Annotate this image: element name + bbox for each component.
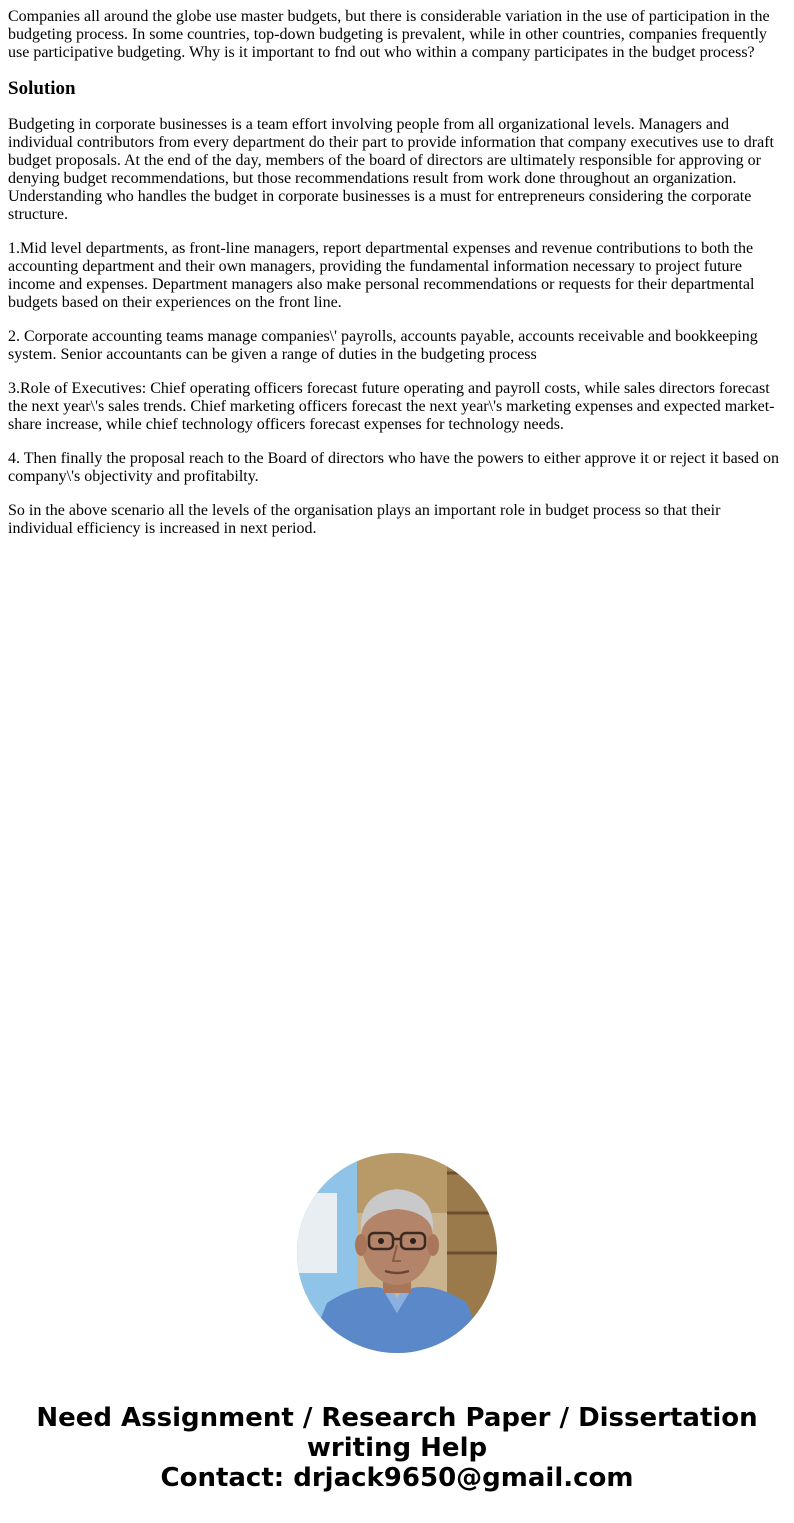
cta-line-1: Need Assignment / Research Paper / Dissertation [36, 1403, 758, 1433]
document-body [0, 0, 794, 538]
solution-paragraph-mid-level: 1.Mid level departments, as front-line managers, report departmental expenses and revenue contributions to both the accounting department and their own managers, providing the fundamental information necessary to project future income and expenses. Department managers also make personal recommendations or requests for their departmental budgets based on their experiences on the front line. [8, 240, 755, 311]
solution-paragraph-accounting: 2. Corporate accounting teams manage companies\' payrolls, accounts payable, accounts receivable and bookkeeping system. Senior accountants can be given a range of duties in the budgeting process [8, 328, 758, 363]
question-text: Companies all around the globe use master budgets, but there is considerable variation in the use of participation in the budgeting process. In some countries, top-down budgeting is prevalent, while in other countries, companies frequently use participative budgeting. Why is it important to fnd out who within a company participates in the budget process? [8, 8, 770, 61]
solution-paragraph-conclusion: So in the above scenario all the levels of the organisation plays an important role in budget process so that their individual efficiency is increased in next period. [8, 502, 721, 537]
solution-heading: Solution [8, 78, 76, 99]
cta-line-2: writing Help [306, 1433, 488, 1463]
avatar-portrait-image [297, 1153, 497, 1353]
cta-contact-email: Contact: drjack9650@gmail.com [160, 1463, 634, 1493]
contact-banner [0, 1403, 794, 1493]
solution-paragraph-intro: Budgeting in corporate businesses is a team effort involving people from all organizational levels. Managers and individual contributors from every department do their part to provide information that company executives use to draft budget proposals. At the end of the day, members of the board of directors are ultimately responsible for approving or denying budget recommendations, but those recommendations result from work done throughout an organization. Understanding who handles the budget in corporate businesses is a must for entrepreneurs considering the corporate structure. [8, 116, 774, 223]
avatar [297, 1153, 497, 1353]
solution-paragraph-executives: 3.Role of Executives: Chief operating officers forecast future operating and payroll costs, while sales directors forecast the next year\'s sales trends. Chief marketing officers forecast the next year\'s marketing expenses and expected market-share increase, while chief technology officers forecast expenses for technology needs. [8, 380, 775, 433]
solution-paragraph-board: 4. Then finally the proposal reach to the Board of directors who have the powers to either approve it or reject it based on company\'s objectivity and profitabilty. [8, 450, 780, 485]
